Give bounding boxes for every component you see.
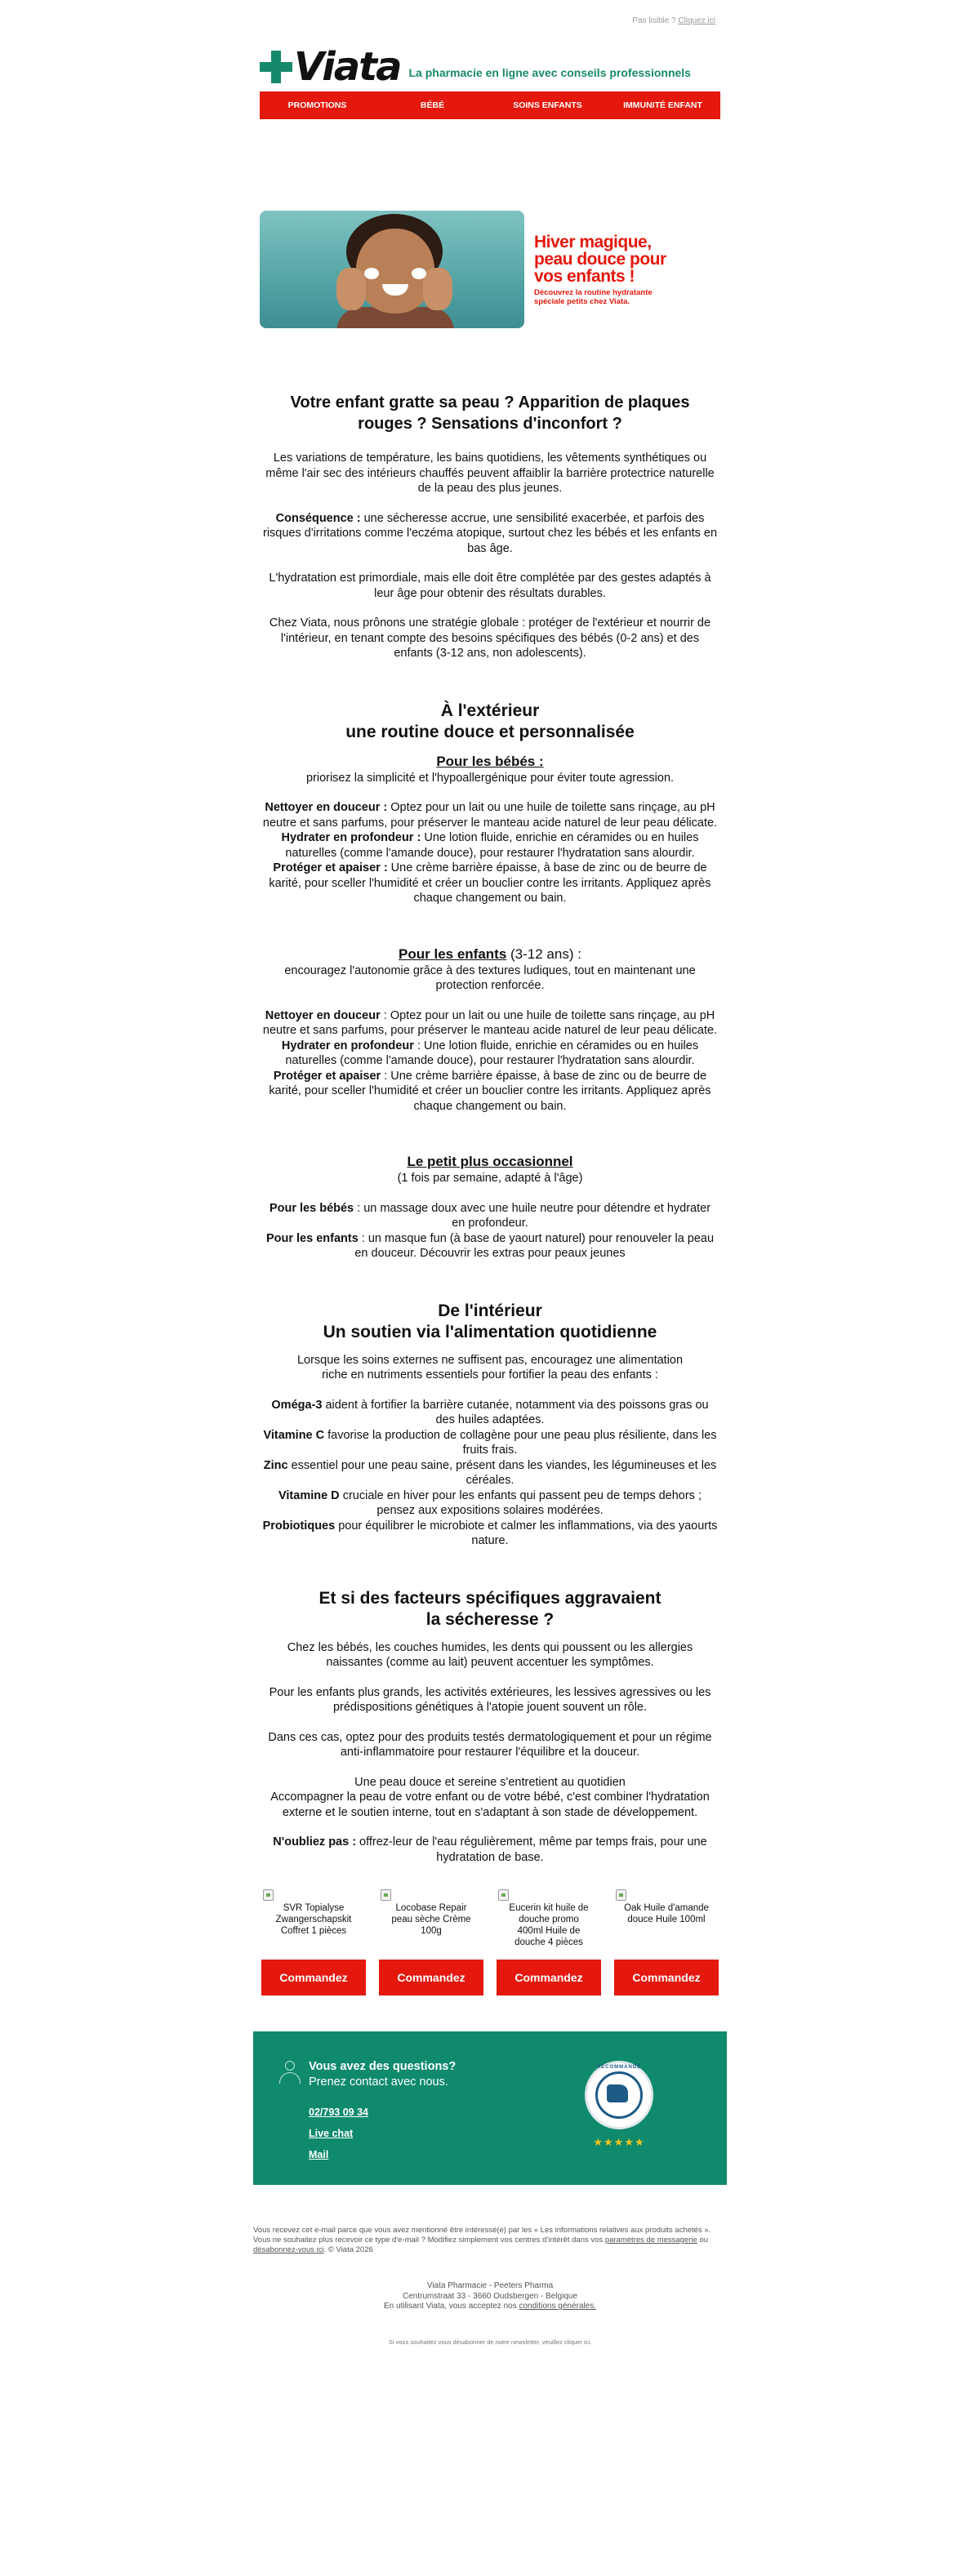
hero-child-photo — [260, 211, 524, 328]
view-online-link[interactable]: Cliquez ici — [678, 16, 715, 25]
exterior-title: À l'extérieur une routine douce et personnalisée — [345, 701, 635, 741]
product-name[interactable]: Locobase Repair peau sèche Crème 100g — [391, 1903, 471, 1936]
thumbs-up-icon — [607, 2084, 628, 2102]
order-button[interactable]: Commandez — [261, 1960, 366, 1995]
preheader — [253, 0, 727, 42]
babies-steps — [261, 800, 719, 906]
product-name[interactable]: Oak Huile d'amande douce Huile 100ml — [624, 1903, 709, 1924]
kids-step-protect: Protéger et apaiser : Une crème barrière épaisse, à base de zinc ou de beurre de karité, pour sceller l'humidité et créer un bouclier contre les irritants. Appliquez après chaque changement ou bain. — [269, 1069, 711, 1113]
nav-bebe[interactable]: BÉBÉ — [420, 100, 445, 110]
pharmacy-cross-icon — [260, 51, 292, 83]
product-card — [614, 1889, 719, 1995]
nutrient-probiotics: Probiotiques pour équilibrer le microbiote et calmer les inflammations, via des yaourts nature. — [262, 1519, 718, 1547]
live-chat-link[interactable]: Live chat — [309, 2128, 354, 2139]
contact-title: Vous avez des questions? — [309, 2060, 457, 2073]
order-button[interactable]: Commandez — [614, 1960, 719, 1995]
company-address: Viata Pharmacie - Peeters Pharma Centrumstraat 33 - 3660 Oudsbergen - Belgique En utilisant Viata, vous acceptez nos conditions générales. — [384, 2281, 596, 2311]
viata-logo[interactable] — [260, 44, 401, 90]
contact-text — [309, 2059, 456, 2160]
product-image[interactable] — [616, 1889, 626, 1901]
terms-link[interactable]: conditions générales. — [519, 2302, 596, 2311]
article-body — [253, 384, 727, 1995]
nav-soins-enfants[interactable]: SOINS ENFANTS — [513, 100, 582, 110]
product-name[interactable]: Eucerin kit huile de douche promo 400ml Huile de douche 4 pièces — [509, 1903, 589, 1947]
rating-stars: ★★★★★ — [593, 2136, 645, 2148]
user-icon — [279, 2061, 301, 2085]
hero-text — [534, 234, 666, 306]
product-image[interactable] — [498, 1889, 509, 1901]
main-nav — [260, 91, 720, 119]
nutrient-vitamin-c: Vitamine C favorise la production de collagène pour une peau plus résiliente, dans les fruits frais. — [263, 1428, 717, 1457]
contact-subtitle: Prenez contact avec nous. — [309, 2075, 448, 2089]
brand-tagline: La pharmacie en ligne avec conseils professionnels — [408, 66, 691, 79]
order-button[interactable]: Commandez — [497, 1960, 601, 1995]
header — [253, 42, 727, 91]
kids-steps — [261, 1008, 719, 1114]
logo-wordmark: Viata — [294, 44, 401, 90]
babies-step-clean: Nettoyer en douceur : Optez pour un lait ou une huile de toilette sans rinçage, au pH neutre et sans parfums, pour préserver le manteau acide naturel de leur peau délicate. — [262, 801, 718, 830]
factors-paragraph-2: Pour les enfants plus grands, les activités extérieures, les lessives agressives ou les prédispositions génétiques à l'atopie jouent souvent un rôle. — [269, 1685, 711, 1714]
product-grid — [261, 1880, 719, 1995]
mail-link[interactable]: Mail — [309, 2149, 329, 2160]
nutrient-list — [261, 1398, 719, 1549]
hero-subtitle: Découvrez la routine hydratante spéciale petits chez Viata. — [534, 287, 653, 306]
factors-paragraph-4: Une peau douce et sereine s'entretient au quotidien Accompagner la peau de votre enfant ou de votre bébé, c'est combiner l'hydratation externe et le soutien interne, tout en s'adaptant à son stade de développement. — [270, 1775, 710, 1819]
kids-heading: Pour les enfants (3-12 ans) : — [399, 945, 581, 962]
product-image[interactable] — [263, 1889, 274, 1901]
hero-title: Hiver magique, peau douce pour vos enfants ! — [534, 232, 666, 286]
factors-paragraph-3: Dans ces cas, optez pour des produits testés dermatologiquement et pour un régime anti-inflammatoire pour restaurer l'équilibre et la douceur. — [268, 1730, 712, 1759]
babies-step-protect: Protéger et apaiser : Une crème barrière épaisse, à base de zinc ou de beurre de karité, pour sceller l'humidité et créer un bouclier contre les irritants. Appliquez après chaque changement ou bain. — [269, 861, 711, 905]
extra-item-babies: Pour les bébés : un massage doux avec une huile neutre pour détendre et hydrater en profondeur. — [269, 1201, 711, 1230]
unsubscribe-link[interactable]: désabonnez-vous ici — [253, 2245, 324, 2254]
intro-paragraph-2: Conséquence : une sécheresse accrue, une sensibilité exacerbée, et parfois des risques d'irritations comme l'eczéma atopique, surtout chez les bébés et les enfants en bas âge. — [262, 511, 718, 555]
factors-title: Et si des facteurs spécifiques aggravaient la sécheresse ? — [318, 1588, 662, 1629]
babies-step-hydrate: Hydrater en profondeur : Une lotion fluide, enrichie en céramides ou en huiles naturelles (comme l'amande douce), pour restaurer l'hydratation sans alourdir. — [281, 831, 699, 860]
recommended-badge-icon: RECOMMANDÉ — [585, 2061, 653, 2129]
product-card — [261, 1889, 366, 1995]
babies-lead: priorisez la simplicité et l'hypoallergénique pour éviter toute agression. — [305, 771, 675, 785]
kids-step-hydrate: Hydrater en profondeur : Une lotion fluide, enrichie en céramides ou en huiles naturelles (comme l'amande douce), pour restaurer l'hydratation sans alourdir. — [281, 1039, 699, 1067]
product-card — [379, 1889, 483, 1995]
intro-paragraph-4: Chez Viata, nous prônons une stratégie globale : protéger de l'extérieur et nourrir de l'intérieur, en tenant compte des besoins spécifiques des bébés (0-2 ans) et des enfants (3-12 ans, non adolescents). — [269, 616, 711, 660]
unsubscribe-note[interactable]: Si vous souhaitez vous désabonner de notre newsletter, veuillez cliquer ici. — [388, 2338, 592, 2346]
email-page — [253, 0, 727, 2346]
phone-link[interactable]: 02/793 09 34 — [309, 2107, 368, 2118]
nav-promotions[interactable]: PROMOTIONS — [287, 100, 347, 110]
factors-paragraph-1: Chez les bébés, les couches humides, les dents qui poussent ou les allergies naissantes (comme au lait) peuvent accentuer les symptômes. — [287, 1640, 693, 1669]
contact-block — [253, 2031, 727, 2185]
kids-step-clean: Nettoyer en douceur : Optez pour un lait ou une huile de toilette sans rinçage, au pH neutre et sans parfums, pour préserver le manteau acide naturel de leur peau délicate. — [262, 1008, 718, 1037]
extra-item-kids: Pour les enfants : un masque fun (à base de yaourt naturel) pour renouveler la peau en douceur. Découvrir les extras pour peaux jeunes — [265, 1231, 715, 1260]
extra-lead: (1 fois par semaine, adapté à l'âge) — [397, 1172, 583, 1185]
reminder-paragraph: N'oubliez pas : offrez-leur de l'eau régulièrement, même par temps frais, pour une hydratation de base. — [273, 1835, 707, 1864]
product-name[interactable]: SVR Topialyse Zwangerschapskit Coffret 1 pièces — [275, 1903, 352, 1936]
nav-immunite-enfant[interactable]: IMMUNITÉ ENFANT — [623, 100, 702, 110]
legal-notice: Vous recevez cet e-mail parce que vous avez mentionné être intéressé(e) par les « Les informations relatives aux produits achetés ». Vous ne souhaitez plus recevoir ce type d'e-mail ? Modifiez simplement vos centres d'intérêt dans vos paramètres de messagerie ou désabonnez-vous ici. © Viata 2026 — [253, 2226, 711, 2254]
interior-lead: Lorsque les soins externes ne suffisent pas, encouragez une alimentation riche en nutriments essentiels pour fortifier la peau des enfants : — [296, 1353, 684, 1381]
hero-banner[interactable] — [253, 119, 727, 384]
intro-title: Votre enfant gratte sa peau ? Apparition de plaques rouges ? Sensations d'inconfort ? — [290, 394, 690, 433]
nutrient-vitamin-d: Vitamine D cruciale en hiver pour les enfants qui passent peu de temps dehors ; pensez aux expositions solaires modérées. — [278, 1488, 702, 1517]
kids-lead: encouragez l'autonomie grâce à des textures ludiques, tout en maintenant une protection renforcée. — [284, 963, 696, 992]
product-image[interactable] — [381, 1889, 391, 1901]
mail-settings-link[interactable]: paramètres de messagerie — [604, 2236, 697, 2245]
babies-heading: Pour les bébés : — [436, 753, 544, 769]
nutrient-zinc: Zinc essentiel pour une peau saine, présent dans les viandes, les légumineuses et les céréales. — [263, 1458, 717, 1487]
nutrient-omega3: Oméga-3 aident à fortifier la barrière cutanée, notamment via des poissons gras ou des huiles adaptées. — [271, 1398, 709, 1426]
extra-heading: Le petit plus occasionnel — [407, 1154, 573, 1169]
order-button[interactable]: Commandez — [379, 1960, 483, 1995]
intro-paragraph-3: L'hydratation est primordiale, mais elle doit être complétée par des gestes adaptés à leur âge pour obtenir des résultats durables. — [269, 572, 711, 600]
preheader-text: Pas lisible ? — [632, 16, 676, 25]
product-card — [497, 1889, 601, 1995]
extra-items — [261, 1201, 719, 1261]
intro-paragraph-1: Les variations de température, les bains quotidiens, les vêtements synthétiques ou même l'air sec des intérieurs chauffés peuvent affaiblir la barrière protectrice naturelle de la peau des plus jeunes. — [265, 452, 715, 495]
interior-title: De l'intérieur Un soutien via l'alimentation quotidienne — [323, 1301, 657, 1341]
